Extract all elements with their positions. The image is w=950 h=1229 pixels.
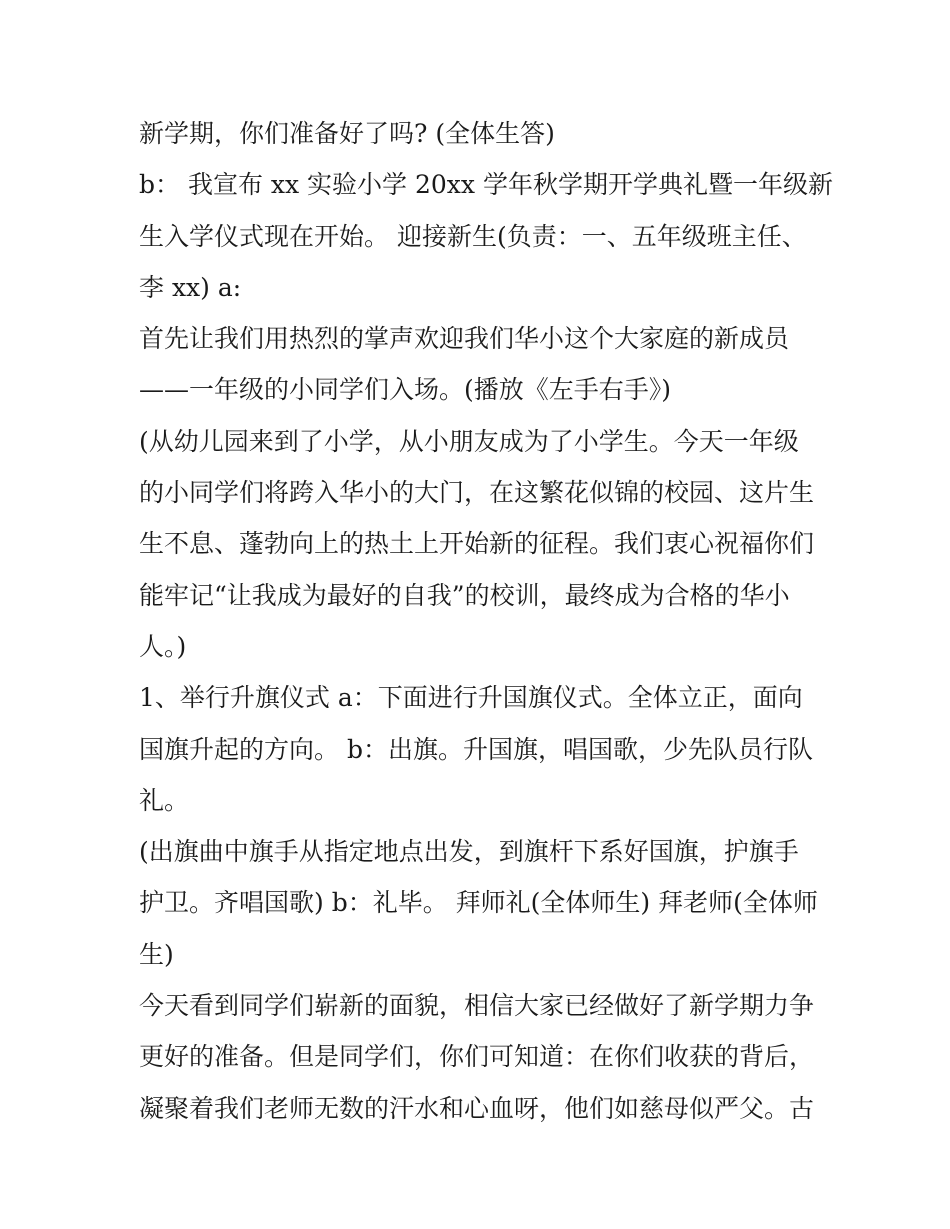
text-line: 能牢记“让我成为最好的自我”的校训，最终成为合格的华小 xyxy=(139,580,790,610)
text-line: 新学期，你们准备好了吗? (全体生答) xyxy=(139,119,555,148)
text-line: 李 xx) a: xyxy=(139,272,242,302)
text-line: 首先让我们用热烈的掌声欢迎我们华小这个大家庭的新成员 xyxy=(139,324,790,354)
document-body xyxy=(139,108,833,1134)
text-line: 凝聚着我们老师无数的汗水和心血呀，他们如慈母似严父。古 xyxy=(139,1093,815,1123)
text-line: (出旗曲中旗手从指定地点出发，到旗杆下系好国旗，护旗手 xyxy=(139,837,799,867)
text-line: 国旗升起的方向。 b：出旗。升国旗，唱国歌，少先队员行队 xyxy=(139,734,813,764)
text-line: 1、举行升旗仪式 a：下面进行升国旗仪式。全体立正，面向 xyxy=(139,683,803,713)
text-line: (从幼儿园来到了小学，从小朋友成为了小学生。今天一年级 xyxy=(139,426,799,456)
text-line: 生入学仪式现在开始。 迎接新生(负责：一、五年级班主任、 xyxy=(139,221,807,251)
text-line: 更好的准备。但是同学们，你们可知道：在你们收获的背后， xyxy=(139,1042,815,1072)
text-line: 生不息、蓬勃向上的热土上开始新的征程。我们衷心祝福你们 xyxy=(139,529,815,559)
text-line: b： 我宣布 xx 实验小学 20xx 学年秋学期开学典礼暨一年级新 xyxy=(139,170,833,200)
text-line: 的小同学们将跨入华小的大门，在这繁花似锦的校园、这片生 xyxy=(139,478,815,508)
text-line: 人。) xyxy=(139,631,187,661)
text-line: 今天看到同学们崭新的面貌，相信大家已经做好了新学期力争 xyxy=(139,991,815,1021)
text-line: 护卫。齐唱国歌) b：礼毕。 拜师礼(全体师生) 拜老师(全体师 xyxy=(139,888,818,918)
text-line: 礼。 xyxy=(139,785,190,815)
text-line: 生) xyxy=(139,939,174,969)
text-line: ——一年级的小同学们入场。(播放《左手右手》) xyxy=(139,375,672,405)
